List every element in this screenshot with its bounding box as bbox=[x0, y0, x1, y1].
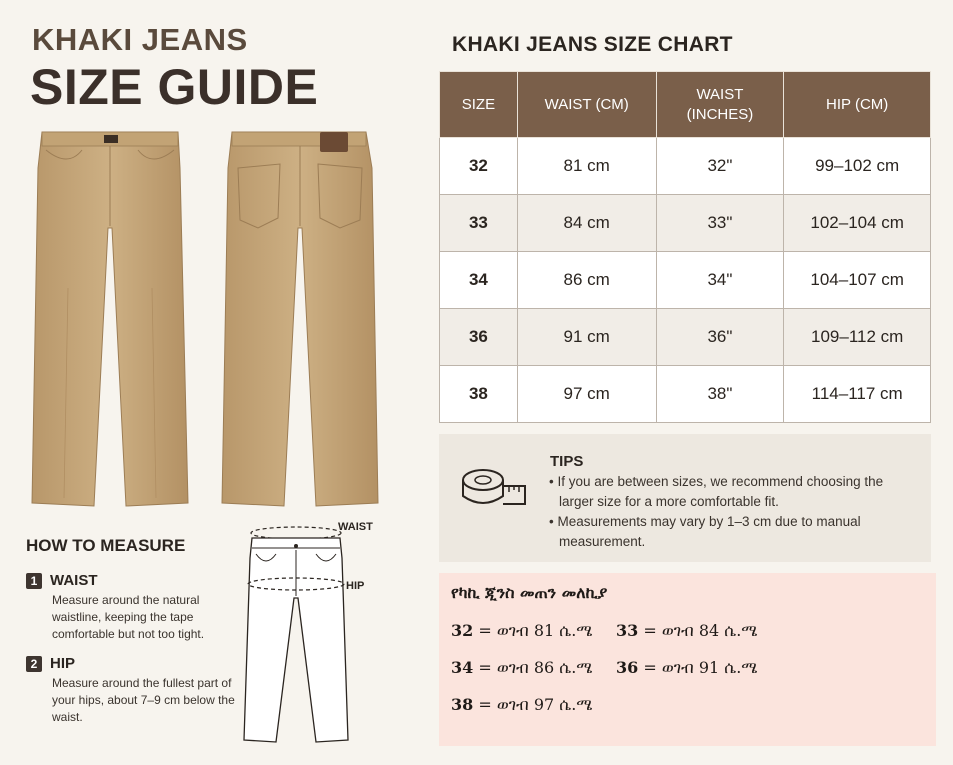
table-header-row bbox=[440, 72, 931, 138]
front-jeans-image bbox=[32, 132, 188, 506]
list-item: • Measurements may vary by 1–3 cm due to manual measurement. bbox=[549, 514, 861, 549]
table-row bbox=[440, 252, 931, 309]
cell-waist-cm: 91 cm bbox=[517, 309, 656, 366]
cell-size: 34 bbox=[440, 252, 518, 309]
header-waist-inches-line2: (INCHES) bbox=[686, 105, 754, 123]
table-row bbox=[440, 138, 931, 195]
step-number: 1 bbox=[26, 573, 42, 589]
amharic-value: = ወገብ 86 ሴ.ሜ bbox=[473, 658, 593, 677]
cell-size: 32 bbox=[440, 138, 518, 195]
cell-waist-cm: 86 cm bbox=[517, 252, 656, 309]
cell-size: 36 bbox=[440, 309, 518, 366]
amharic-size: 36 bbox=[616, 658, 639, 677]
cell-waist-cm: 81 cm bbox=[517, 138, 656, 195]
amharic-value: = ወገብ 97 ሴ.ሜ bbox=[473, 695, 593, 714]
amharic-size: 34 bbox=[451, 658, 474, 677]
step-waist bbox=[26, 572, 236, 643]
header-waist-cm: WAIST (CM) bbox=[517, 72, 656, 138]
table-row bbox=[440, 309, 931, 366]
amharic-item bbox=[451, 695, 593, 715]
cell-size: 33 bbox=[440, 195, 518, 252]
jeans-photo bbox=[28, 128, 398, 513]
amharic-item bbox=[451, 621, 593, 641]
step-description: Measure around the natural waistline, keeping the tape comfortable but not too tight. bbox=[52, 593, 205, 641]
amharic-size: 32 bbox=[451, 621, 474, 640]
cell-hip-cm: 114–117 cm bbox=[784, 366, 931, 423]
step-description: Measure around the fullest part of your hips, about 7–9 cm below the waist. bbox=[52, 676, 235, 724]
amharic-title: የካኪ ጂንስ መጠን መለኪያ bbox=[451, 583, 608, 602]
amharic-item bbox=[451, 658, 593, 678]
header-hip-cm: HIP (CM) bbox=[784, 72, 931, 138]
tips-title: TIPS bbox=[550, 453, 584, 470]
cell-waist-in: 36" bbox=[656, 309, 784, 366]
back-jeans-image bbox=[222, 132, 378, 506]
table-row bbox=[440, 366, 931, 423]
list-item: • If you are between sizes, we recommend choosing the larger size for a more comfortable fit. bbox=[549, 474, 884, 509]
amharic-item bbox=[616, 658, 758, 678]
step-hip bbox=[26, 655, 236, 726]
header-waist-inches-line1: WAIST bbox=[696, 85, 744, 103]
left-panel bbox=[0, 0, 418, 765]
amharic-box bbox=[439, 573, 936, 746]
cell-hip-cm: 104–107 cm bbox=[784, 252, 931, 309]
header-size: SIZE bbox=[440, 72, 518, 138]
cell-hip-cm: 109–112 cm bbox=[784, 309, 931, 366]
amharic-size: 33 bbox=[616, 621, 639, 640]
amharic-value: = ወገብ 81 ሴ.ሜ bbox=[473, 621, 593, 640]
cell-waist-in: 38" bbox=[656, 366, 784, 423]
cell-waist-in: 34" bbox=[656, 252, 784, 309]
step-number: 2 bbox=[26, 656, 42, 672]
amharic-size: 38 bbox=[451, 695, 474, 714]
cell-hip-cm: 102–104 cm bbox=[784, 195, 931, 252]
tips-box bbox=[439, 434, 931, 562]
cell-waist-cm: 84 cm bbox=[517, 195, 656, 252]
jeans-outline-diagram bbox=[236, 518, 386, 753]
amharic-value: = ወገብ 84 ሴ.ሜ bbox=[638, 621, 758, 640]
header-waist-inches bbox=[656, 72, 784, 138]
tips-list bbox=[549, 472, 909, 552]
page-title: SIZE GUIDE bbox=[30, 59, 319, 115]
amharic-value: = ወገብ 91 ሴ.ሜ bbox=[638, 658, 758, 677]
cell-waist-cm: 97 cm bbox=[517, 366, 656, 423]
title-line-1: KHAKI JEANS bbox=[32, 22, 248, 57]
step-name: HIP bbox=[50, 655, 76, 672]
size-chart-table bbox=[439, 71, 931, 423]
diagram-waist-label: WAIST bbox=[338, 521, 373, 533]
amharic-item bbox=[616, 621, 758, 641]
size-chart-title: KHAKI JEANS SIZE CHART bbox=[452, 33, 733, 56]
cell-waist-in: 32" bbox=[656, 138, 784, 195]
step-name: WAIST bbox=[50, 572, 98, 589]
cell-hip-cm: 99–102 cm bbox=[784, 138, 931, 195]
how-to-measure-title: HOW TO MEASURE bbox=[26, 536, 186, 555]
cell-size: 38 bbox=[440, 366, 518, 423]
cell-waist-in: 33" bbox=[656, 195, 784, 252]
measuring-tape-icon bbox=[461, 464, 529, 514]
table-row bbox=[440, 195, 931, 252]
diagram-hip-label: HIP bbox=[346, 580, 365, 592]
